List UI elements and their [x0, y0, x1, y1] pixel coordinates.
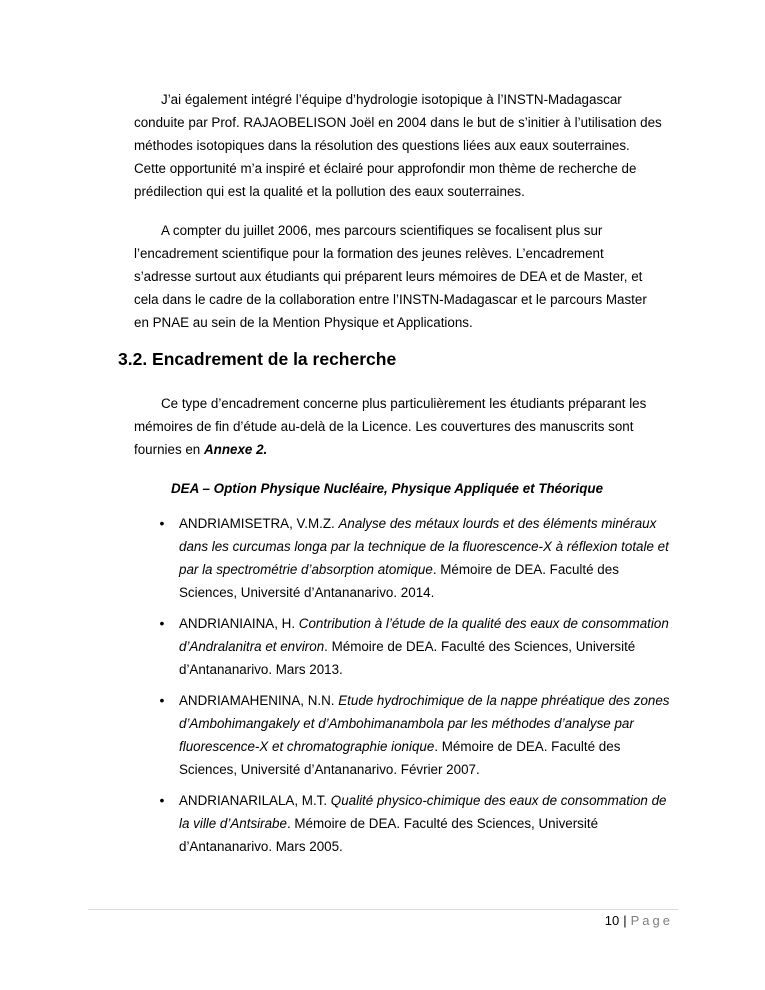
item-details: . Mémoire de DEA. Faculté des Sciences, Université d’Antananarivo. 2014.: [179, 562, 619, 600]
bibliography-item: [159, 789, 679, 858]
bibliography-item: [159, 512, 679, 604]
bibliography-item: [159, 612, 679, 681]
page-number: 10: [604, 913, 620, 928]
paragraph-line: cela dans le cadre de la collaboration entre l’INSTN-Madagascar et le parcours Master: [134, 292, 647, 307]
item-author: ANDRIANARILALA, M.T.: [179, 793, 331, 808]
section-intro-paragraph: [134, 392, 679, 461]
paragraph-line: l’encadrement scientifique pour la formation des jeunes relèves. L’encadrement: [134, 246, 604, 261]
paragraph-line: s’adresse surtout aux étudiants qui préparent leurs mémoires de DEA et de Master, et: [134, 269, 643, 284]
item-author: ANDRIAMISETRA, V.M.Z.: [179, 516, 339, 531]
paragraph-line: mémoires de fin d’étude au-delà de la Licence. Les couvertures des manuscrits sont: [134, 419, 634, 434]
section-heading: 3.2. Encadrement de la recherche: [118, 349, 397, 369]
item-author: ANDRIANIAINA, H.: [179, 616, 299, 631]
paragraph-line: J’ai également intégré l’équipe d’hydrologie isotopique à l’INSTN-Madagascar: [161, 92, 622, 107]
paragraph-line: A compter du juillet 2006, mes parcours scientifiques se focalisent plus sur: [161, 223, 603, 238]
bullet-icon: •: [159, 692, 165, 708]
item-details: . Mémoire de DEA. Faculté des Sciences, Université d’Antananarivo. Mars 2005.: [179, 816, 599, 854]
page-label: Page: [630, 913, 673, 928]
bullet-icon: •: [159, 515, 165, 531]
paragraph-line: en PNAE au sein de la Mention Physique et Applications.: [134, 315, 473, 330]
paragraph-line: Cette opportunité m’a inspiré et éclairé pour approfondir mon thème de recherche de: [134, 161, 637, 176]
paragraph-line: Ce type d’encadrement concerne plus particulièrement les étudiants préparant les: [161, 396, 647, 411]
bullet-icon: •: [159, 792, 165, 808]
item-details: . Mémoire de DEA. Faculté des Sciences, Université d’Antananarivo. Mars 2013.: [179, 639, 636, 677]
paragraph-supervision: [134, 219, 679, 334]
item-details: . Mémoire de DEA. Faculté des Sciences, Université d’Antananarivo. Février 2007.: [179, 739, 621, 777]
item-title: Etude hydrochimique de la nappe phréatique des zones d’Ambohimangakely et d’Ambohimanambola par les méthodes d’analyse par fluorescence-X et chromatographie ionique: [179, 693, 670, 754]
item-author: ANDRIAMAHENINA, N.N.: [179, 693, 339, 708]
item-title: Qualité physico-chimique des eaux de consommation de la ville d’Antsirabe: [179, 793, 667, 831]
page-footer: [605, 912, 673, 930]
paragraph-line: fournies en Annexe 2.: [134, 442, 268, 457]
paragraph-line: conduite par Prof. RAJAOBELISON Joël en 2004 dans le but de s’initier à l’utilisation des: [134, 115, 662, 130]
footer-divider: [88, 909, 678, 910]
annex-reference: Annexe 2.: [203, 442, 268, 457]
paragraph-line: prédilection qui est la qualité et la pollution des eaux souterraines.: [134, 184, 525, 199]
footer-separator: |: [623, 913, 627, 928]
paragraph-isotope-hydrology: [134, 88, 679, 203]
paragraph-line: méthodes isotopiques dans la résolution des questions liées aux eaux souterraines.: [134, 138, 630, 153]
dea-subheading: DEA – Option Physique Nucléaire, Physique Appliquée et Théorique: [171, 481, 604, 496]
item-title: Contribution à l’étude de la qualité des eaux de consommation d’Andralanitra et environ: [179, 616, 669, 654]
bibliography-item: [159, 689, 679, 781]
bullet-icon: •: [159, 615, 165, 631]
item-title: Analyse des métaux lourds et des éléments minéraux dans les curcumas longa par la technique de la fluorescence-X à réflexion totale et par la spectrométrie d’absorption atomique: [179, 516, 669, 577]
